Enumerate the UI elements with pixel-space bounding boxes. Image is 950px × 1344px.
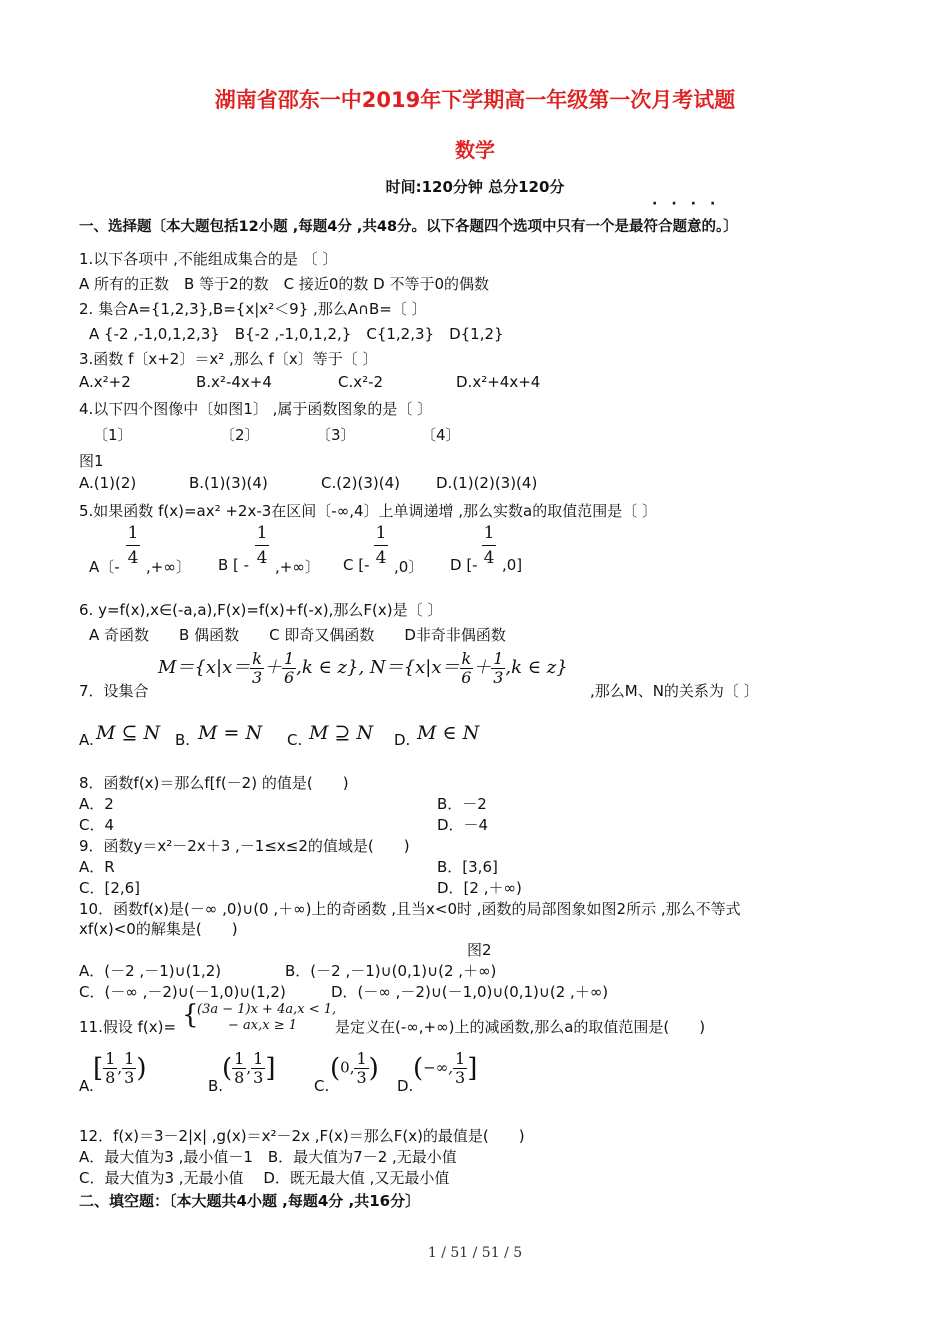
- question-9-stem: 9．函数y＝x²－2x＋3 ,－1≤x≤2的值域是( ): [79, 837, 410, 855]
- graph-label-3: 〔3〕: [316, 426, 356, 444]
- question-7-prefix: 7．设集合: [79, 682, 149, 700]
- fraction-numerator: 1: [127, 523, 139, 543]
- plus: ＋: [263, 657, 282, 678]
- question-7-option-c-label: C.: [287, 731, 303, 749]
- negative-infinity: −∞,: [423, 1058, 453, 1077]
- question-5-option-d-prefix: D [-: [450, 556, 478, 574]
- question-9-option-d: D．[2 ,＋∞): [437, 879, 522, 897]
- graph-label-2: 〔2〕: [220, 426, 260, 444]
- denominator: 8: [105, 1068, 116, 1087]
- question-8-option-c: C．4: [79, 816, 115, 834]
- question-6-options: A 奇函数 B 偶函数 C 即奇又偶函数 D非奇非偶函数: [89, 626, 506, 644]
- piecewise-case-2: − ax,x ≥ 1: [228, 1018, 297, 1033]
- fraction-denominator: 4: [127, 548, 139, 568]
- question-11-option-c-label: C.: [314, 1077, 330, 1095]
- fraction-denominator: 4: [483, 548, 495, 568]
- section-1-heading: 一、选择题〔本大题包括12小题 ,每题4分 ,共48分。以下各题四个选项中只有一个是最符合题意的。〕: [79, 219, 738, 235]
- left-bracket: [: [93, 1053, 104, 1084]
- question-10-option-d: D．(－∞ ,－2)∪(－1,0)∪(0,1)∪(2 ,＋∞): [331, 983, 609, 1001]
- question-4-option-b: B.(1)(3)(4): [189, 474, 268, 492]
- question-11-suffix: 是定义在(-∞,+∞)上的减函数,那么a的取值范围是( ): [335, 1018, 706, 1036]
- question-9-option-c: C．[2,6]: [79, 879, 141, 897]
- question-12-options-ab: A．最大值为3 ,最小值－1 B．最大值为7－2 ,无最小值: [79, 1148, 457, 1166]
- fraction-1-over-3: [122, 1050, 136, 1087]
- question-11-option-a-label: A.: [79, 1077, 94, 1095]
- question-5-option-c-fraction: [374, 523, 388, 568]
- set-n-end: ,k ∈ z}: [505, 657, 568, 678]
- set-n-start: , N＝{x|x＝: [358, 657, 460, 678]
- question-5-option-d-suffix: ,0]: [502, 556, 523, 574]
- subject-title: 数学: [455, 138, 495, 162]
- denominator: 6: [461, 667, 472, 687]
- question-4-option-d: D.(1)(2)(3)(4): [436, 474, 538, 492]
- numerator: 1: [493, 648, 504, 668]
- numerator: 1: [105, 1049, 116, 1068]
- figure-1-caption: 图1: [79, 452, 104, 470]
- question-3-option-d: D.x²+4x+4: [456, 373, 541, 391]
- question-3-option-b: B.x²-4x+4: [196, 373, 272, 391]
- question-4-stem: 4.以下四个图像中〔如图1〕 ,属于函数图象的是〔 〕: [79, 400, 433, 418]
- question-10-line-1: 10．函数f(x)是(－∞ ,0)∪(0 ,＋∞)上的奇函数 ,且当x<0时 ,函数的局部图象如图2所示 ,那么不等式: [79, 900, 741, 918]
- question-7-suffix: ,那么M、N的关系为〔 〕: [590, 682, 759, 700]
- numerator: 1: [124, 1049, 135, 1068]
- numerator: 1: [455, 1049, 466, 1068]
- fraction-bar: [255, 545, 269, 546]
- denominator: 3: [252, 667, 263, 687]
- question-5-option-c-suffix: ,0〕: [394, 558, 424, 576]
- denominator: 6: [283, 667, 295, 687]
- fraction-1-over-3: [251, 1050, 265, 1087]
- question-5-option-b-suffix: ,+∞〕: [275, 558, 320, 576]
- question-8-option-d: D．－4: [437, 816, 489, 834]
- question-5-option-a-fraction: [126, 523, 140, 568]
- question-6-stem: 6. y=f(x),x∈(-a,a),F(x)=f(x)+f(-x),那么F(x)是〔 〕: [79, 601, 443, 619]
- numerator: k: [461, 648, 472, 668]
- question-7-option-d: M ∈ N: [417, 722, 480, 744]
- question-7-option-c: M ⊇ N: [309, 722, 374, 744]
- fraction-bar: [374, 545, 388, 546]
- question-3-stem: 3.函数 f〔x+2〕＝x² ,那么 f〔x〕等于〔 〕: [79, 350, 378, 368]
- fraction-1-over-6: [282, 650, 296, 687]
- exam-title: 湖南省邵东一中2019年下学期高一年级第一次月考试题: [214, 88, 736, 112]
- denominator: 3: [356, 1068, 367, 1087]
- question-9-option-b: B．[3,6]: [437, 858, 498, 876]
- question-5-option-d-fraction: [482, 523, 496, 568]
- question-11-option-d-interval: [413, 1050, 477, 1087]
- question-5-option-c-prefix: C [-: [343, 556, 370, 574]
- question-10-line-2: xf(x)<0的解集是( ): [79, 920, 238, 938]
- question-8-option-b: B．－2: [437, 795, 487, 813]
- fraction-1-over-8: [232, 1050, 246, 1087]
- fraction-denominator: 4: [375, 548, 387, 568]
- question-8-option-a: A．2: [79, 795, 114, 813]
- fraction-numerator: 1: [375, 523, 387, 543]
- plus: ＋: [473, 657, 492, 678]
- denominator: 3: [455, 1068, 466, 1087]
- question-4-option-a: A.(1)(2): [79, 474, 137, 492]
- question-5-stem: 5.如果函数 f(x)=ax² +2x-3在区间〔-∞,4〕上单调递增 ,那么实数a的取值范围是〔 〕: [79, 502, 658, 520]
- question-5-option-b-fraction: [255, 523, 269, 568]
- set-m-end: ,k ∈ z}: [296, 657, 359, 678]
- right-paren: ): [136, 1053, 147, 1084]
- fraction-k-over-3: [250, 650, 264, 687]
- fraction-bar: [482, 545, 496, 546]
- set-m-start: M＝{x|x＝: [158, 657, 251, 678]
- question-12-options-cd: C．最大值为3 ,无最小值 D．既无最大值 ,又无最小值: [79, 1169, 450, 1187]
- left-paren: (: [413, 1053, 424, 1084]
- right-paren: ): [368, 1053, 379, 1084]
- question-7-option-b: M = N: [198, 722, 263, 744]
- question-7-option-a-label: A.: [79, 731, 94, 749]
- question-11-prefix: 11.假设 f(x)=: [79, 1018, 177, 1036]
- question-11-option-a-interval: [ $\frac{1}{8}$ , $\frac{1}{3}$ ): [93, 1049, 147, 1087]
- fraction-1-over-3: [453, 1050, 467, 1087]
- question-7-set-definition: [158, 648, 568, 688]
- left-paren: (: [330, 1053, 341, 1084]
- question-5-option-a-suffix: ,+∞〕: [146, 558, 191, 576]
- question-5-option-b-prefix: B [ -: [218, 556, 250, 574]
- question-11-option-d-label: D.: [397, 1077, 414, 1095]
- question-1-options: A 所有的正数 B 等于2的数 C 接近0的数 D 不等于0的偶数: [79, 275, 490, 293]
- fraction-denominator: 4: [256, 548, 268, 568]
- denominator: 8: [234, 1068, 245, 1087]
- right-bracket: ]: [467, 1053, 478, 1084]
- zero: 0: [340, 1058, 350, 1077]
- question-3-option-a: A.x²+2: [79, 373, 131, 391]
- piecewise-brace: {: [182, 1000, 199, 1030]
- question-11-option-b-label: B.: [208, 1077, 224, 1095]
- question-7-option-d-label: D.: [394, 731, 411, 749]
- question-11-option-b-interval: ( $\frac{1}{8}$ , $\frac{1}{3}$ ]: [222, 1049, 276, 1087]
- fraction-1-over-3: [491, 650, 505, 687]
- fraction-1-over-8: [103, 1050, 117, 1087]
- page-number: 1 / 51 / 51 / 5: [427, 1245, 523, 1261]
- denominator: 3: [253, 1068, 264, 1087]
- numerator: k: [252, 648, 262, 668]
- denominator: 3: [493, 667, 504, 687]
- time-info: 时间:120分钟 总分120分: [385, 178, 565, 196]
- fraction-bar: [126, 545, 140, 546]
- question-12-stem: 12．f(x)＝3－2|x| ,g(x)＝x²－2x ,F(x)＝那么F(x)的最值是( ): [79, 1127, 525, 1145]
- numerator: 1: [283, 648, 295, 668]
- question-2-stem: 2. 集合A={1,2,3},B={x|x²＜9} ,那么A∩B=〔 〕: [79, 300, 427, 318]
- question-9-option-a: A．R: [79, 858, 115, 876]
- fraction-1-over-3: [354, 1050, 368, 1087]
- question-3-option-c: C.x²-2: [338, 373, 384, 391]
- piecewise-case-1: (3a − 1)x + 4a,x < 1,: [197, 1002, 337, 1017]
- right-bracket: ]: [265, 1053, 276, 1084]
- emphasis-dots: ····: [652, 196, 730, 212]
- question-7-option-a: M ⊆ N: [96, 722, 161, 744]
- question-10-option-c: C．(－∞ ,－2)∪(－1,0)∪(1,2): [79, 983, 286, 1001]
- graph-label-4: 〔4〕: [421, 426, 461, 444]
- question-10-option-a: A．(－2 ,－1)∪(1,2): [79, 962, 222, 980]
- question-2-options: A {-2 ,-1,0,1,2,3} B{-2 ,-1,0,1,2,} C{1,2,3} D{1,2}: [89, 325, 504, 343]
- question-1-stem: 1.以下各项中 ,不能组成集合的是 〔 〕: [79, 250, 338, 268]
- question-4-option-c: C.(2)(3)(4): [321, 474, 400, 492]
- graph-label-1: 〔1〕: [93, 426, 133, 444]
- figure-2-caption: 图2: [467, 941, 492, 959]
- section-2-heading: 二、填空题：〔本大题共4小题 ,每题4分 ,共16分〕: [79, 1192, 421, 1210]
- numerator: 1: [356, 1049, 367, 1068]
- question-8-stem: 8．函数f(x)＝那么f[f(－2) 的值是( ): [79, 774, 349, 792]
- denominator: 3: [124, 1068, 135, 1087]
- question-7-option-b-label: B.: [175, 731, 191, 749]
- question-10-option-b: B．(－2 ,－1)∪(0,1)∪(2 ,＋∞): [285, 962, 497, 980]
- question-11-option-c-interval: (0, $\frac{1}{3}$ ): [330, 1049, 379, 1087]
- question-5-option-a-prefix: A〔-: [89, 558, 120, 576]
- fraction-numerator: 1: [483, 523, 495, 543]
- fraction-k-over-6: [460, 650, 474, 687]
- left-paren: (: [222, 1053, 233, 1084]
- numerator: 1: [253, 1049, 264, 1068]
- numerator: 1: [234, 1049, 245, 1068]
- fraction-numerator: 1: [256, 523, 268, 543]
